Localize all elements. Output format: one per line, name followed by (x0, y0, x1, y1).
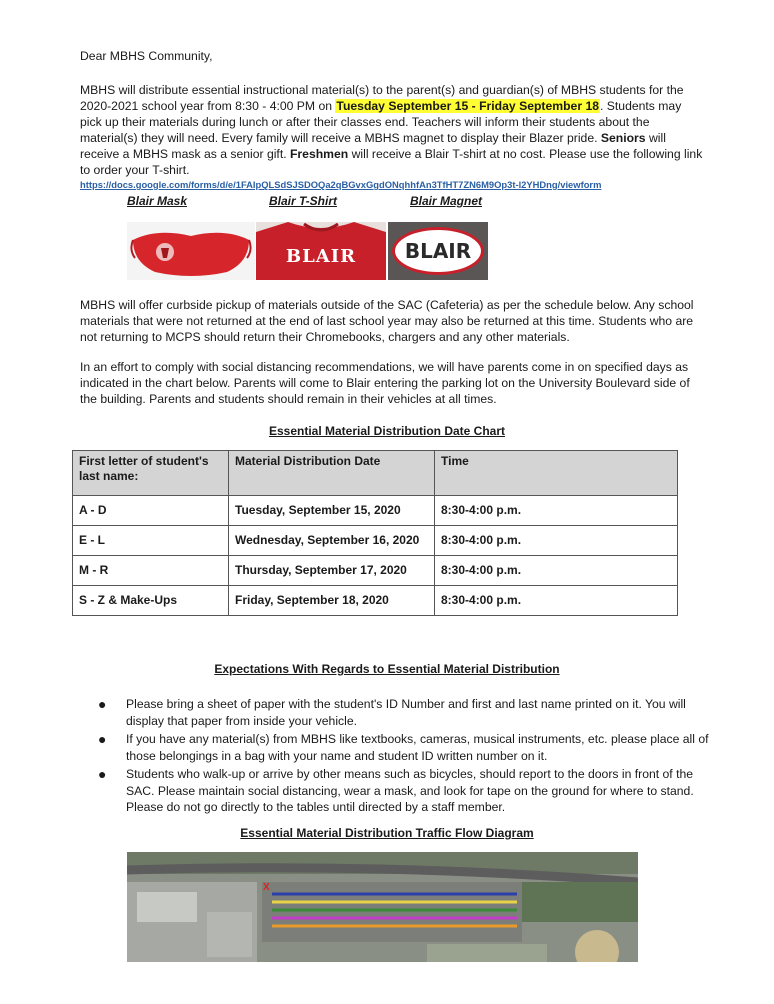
tshirt-caption: Blair T-Shirt (269, 194, 338, 208)
table-cell: E - L (73, 526, 229, 556)
greeting: Dear MBHS Community, (80, 49, 213, 63)
list-item-text: Please bring a sheet of paper with the student's ID Number and first and last name printed on it. You will display that paper from inside your vehicle. (126, 697, 686, 728)
list-item (90, 731, 710, 764)
mask-image (127, 222, 255, 280)
expectations-list (90, 696, 710, 818)
tshirt-order-link[interactable]: https://docs.google.com/forms/d/e/1FAIpQLSdSJSDOQa2qBGvxGgdONqhhfAn3TfHT7ZN6M9Op3t-l2YHDng/viewform (80, 179, 602, 190)
bullet-icon: ● (98, 731, 107, 747)
table-cell: 8:30-4:00 p.m. (435, 586, 678, 616)
intro-paragraph (80, 82, 706, 191)
table-cell: A - D (73, 496, 229, 526)
bullet-icon: ● (98, 766, 107, 782)
table-header-cell: First letter of student's last name: (73, 451, 229, 496)
mask-caption: Blair Mask (127, 194, 188, 208)
table-row (73, 556, 678, 586)
table-cell: 8:30-4:00 p.m. (435, 496, 678, 526)
table-header-row (73, 451, 678, 496)
traffic-title: Essential Material Distribution Traffic Flow Diagram (240, 826, 534, 840)
intro-text-4: will receive a Blair T-shirt at no cost. Please use the following link to order your T-shirt. (80, 147, 703, 177)
intro-text-3: will receive a MBHS mask as a senior gift. (80, 131, 666, 161)
intro-text-2: . Students may pick up their materials during lunch or after their classes end. Teachers will inform their students about the material(s) they will need. Every family will receive a MBHS magnet to display their Blazer pride. (80, 99, 682, 145)
table-cell: 8:30-4:00 p.m. (435, 556, 678, 586)
table-cell: S - Z & Make-Ups (73, 586, 229, 616)
table-row (73, 496, 678, 526)
magnet-print: BLAIR (404, 239, 472, 263)
curbside-paragraph: MBHS will offer curbside pickup of materials outside of the SAC (Cafeteria) as per the schedule below. Any school materials that were not returned at the end of last school year may also be returned at this time. Students who are not returning to MCPS should return their Chromebooks, chargers and any other materials. (80, 298, 694, 344)
chart-title: Essential Material Distribution Date Chart (268, 424, 506, 438)
list-item (90, 696, 710, 729)
table-cell: Wednesday, September 16, 2020 (229, 526, 435, 556)
list-item (90, 766, 710, 816)
tshirt-print: BLAIR (285, 246, 357, 267)
table-row (73, 586, 678, 616)
table-header-cell: Time (435, 451, 678, 496)
table-cell: Tuesday, September 15, 2020 (229, 496, 435, 526)
magnet-caption: Blair Magnet (410, 194, 483, 208)
bullet-icon: ● (98, 696, 107, 712)
freshmen-label: Freshmen (289, 147, 349, 161)
dates-highlight: Tuesday September 15 - Friday September 18 (336, 99, 600, 113)
distancing-paragraph: In an effort to comply with social distancing recommendations, we will have parents come in on specified days as indicated in the chart below. Parents will come to Blair entering the parking lot on the University Boulevard side of the building. Parents and students should remain in their vehicles at all times. (80, 360, 690, 406)
seniors-label: Seniors (600, 131, 646, 145)
table-cell: M - R (73, 556, 229, 586)
intro-text-1: MBHS will distribute essential instructional material(s) to the parent(s) and guardian(s) of MBHS students for the 2020-2021 school year from 8:30 - 4:00 PM on (80, 83, 684, 113)
table-cell: 8:30-4:00 p.m. (435, 526, 678, 556)
table-cell: Friday, September 18, 2020 (229, 586, 435, 616)
distribution-date-table (72, 450, 678, 616)
table-cell: Thursday, September 17, 2020 (229, 556, 435, 586)
list-item-text: Students who walk-up or arrive by other means such as bicycles, should report to the doors in front of the SAC. Please maintain social distancing, wear a mask, and look for tape on the ground for where to stand. Please do not go directly to the tables until directed by a staff member. (126, 767, 694, 814)
magnet-image (388, 222, 488, 280)
traffic-flow-aerial-image (127, 852, 638, 962)
list-item-text: If you have any material(s) from MBHS like textbooks, cameras, musical instruments, etc. please place all of those belongings in a bag with your name and student ID written number on it. (126, 732, 709, 763)
svg-text:X: X (263, 882, 270, 893)
tshirt-image (256, 222, 386, 280)
table-row (73, 526, 678, 556)
table-header-cell: Material Distribution Date (229, 451, 435, 496)
expectations-title: Expectations With Regards to Essential Material Distribution (214, 662, 560, 676)
